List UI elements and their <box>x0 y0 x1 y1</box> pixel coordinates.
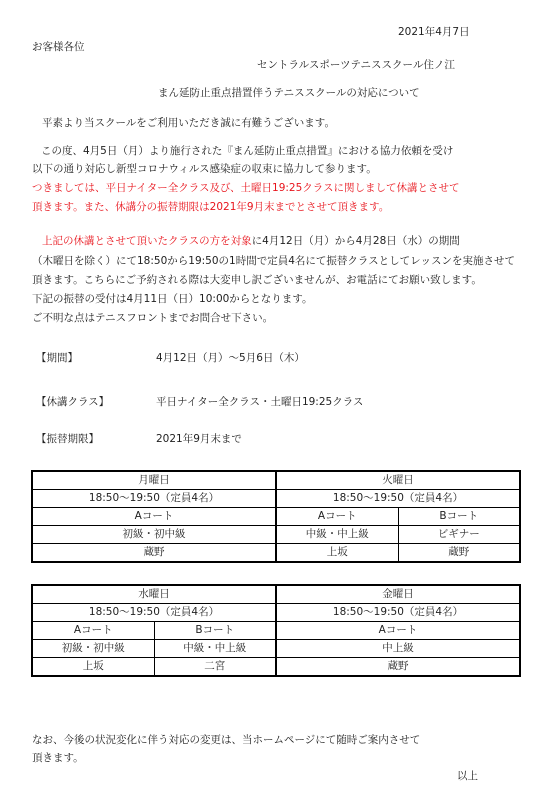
paragraph-line: この度、4月5日（月）より施行された『まん延防止重点措置』における協力依頼を受け <box>41 145 454 157</box>
coach-cell: 蔵野 <box>32 544 276 563</box>
period-text: に4月12日（月）から4月28日（水）の期間 <box>251 235 460 247</box>
coach-cell: 上坂 <box>32 658 154 677</box>
day-header-friday: 金曜日 <box>276 585 520 604</box>
info-label-deadline: 【振替期限】 <box>36 433 99 445</box>
time-slot: 18:50～19:50（定員4名） <box>276 490 520 508</box>
paragraph-line: （木曜日を除く）にて18:50から19:50の1時間で定員4名にて振替クラスとしてレッスンを実施させて <box>32 255 515 267</box>
coach-cell: 二宮 <box>154 658 276 677</box>
court-cell: Aコート <box>32 508 276 526</box>
level-cell: 初級・初中級 <box>32 640 154 658</box>
closing-line: なお、今後の状況変化に伴う対応の変更は、当ホームページにて随時ご案内させて <box>32 734 421 746</box>
coach-cell: 蔵野 <box>276 658 520 677</box>
info-label-period: 【期間】 <box>36 352 78 364</box>
day-header-tuesday: 火曜日 <box>276 471 520 490</box>
time-slot: 18:50～19:50（定員4名） <box>32 490 276 508</box>
notice-date: 2021年4月7日 <box>398 26 470 38</box>
day-header-wednesday: 水曜日 <box>32 585 276 604</box>
schedule-table-mon-tue <box>31 470 521 563</box>
coach-cell: 蔵野 <box>398 544 520 563</box>
notice-title: まん延防止重点措置伴うテニススクールの対応について <box>158 87 420 99</box>
info-value-deadline: 2021年9月末まで <box>156 433 242 445</box>
level-cell: 中級・中上級 <box>276 526 398 544</box>
day-header-monday: 月曜日 <box>32 471 276 490</box>
target-classes-red: 上記の休講とさせて頂いたクラスの方を対象 <box>42 235 252 247</box>
paragraph-line: 以下の通り対応し新型コロナウィルス感染症の収束に協力して参ります。 <box>32 163 377 175</box>
closing-end: 以上 <box>457 770 478 782</box>
level-cell: ビギナー <box>398 526 520 544</box>
info-value-cancelled: 平日ナイター全クラス・土曜日19:25クラス <box>156 396 364 408</box>
paragraph-line: ご不明な点はテニスフロントまでお問合せ下さい。 <box>32 312 274 324</box>
time-slot: 18:50～19:50（定員4名） <box>276 604 520 622</box>
paragraph-line <box>42 236 460 247</box>
level-cell: 中上級 <box>276 640 520 658</box>
court-cell: Aコート <box>276 622 520 640</box>
court-cell: Aコート <box>32 622 154 640</box>
paragraph-line: 下記の振替の受付は4月11日（日）10:00からとなります。 <box>32 293 313 305</box>
paragraph-line: 頂きます。こちらにご予約される際は大変申し訳ございませんが、お電話にてお願い致します。 <box>32 274 482 286</box>
notice-line-red: つきましては、平日ナイター全クラス及び、土曜日19:25クラスに関しまして休講とさせて <box>32 182 460 194</box>
time-slot: 18:50～19:50（定員4名） <box>32 604 276 622</box>
greeting: 平素より当スクールをご利用いただき誠に有難うございます。 <box>42 117 335 129</box>
level-cell: 初級・初中級 <box>32 526 276 544</box>
court-cell: Bコート <box>398 508 520 526</box>
info-label-cancelled: 【休講クラス】 <box>36 396 110 408</box>
sender: セントラルスポーツテニススクール住ノ江 <box>257 59 455 71</box>
addressee: お客様各位 <box>32 41 85 53</box>
coach-cell: 上坂 <box>276 544 398 563</box>
level-cell: 中級・中上級 <box>154 640 276 658</box>
notice-line-red: 頂きます。また、休講分の振替期限は2021年9月末までとさせて頂きます。 <box>32 201 390 213</box>
schedule-table-wed-fri <box>31 584 521 677</box>
court-cell: Bコート <box>154 622 276 640</box>
info-value-period: 4月12日（月）～5月6日（木） <box>156 352 305 364</box>
closing-line: 頂きます。 <box>32 752 84 764</box>
court-cell: Aコート <box>276 508 398 526</box>
